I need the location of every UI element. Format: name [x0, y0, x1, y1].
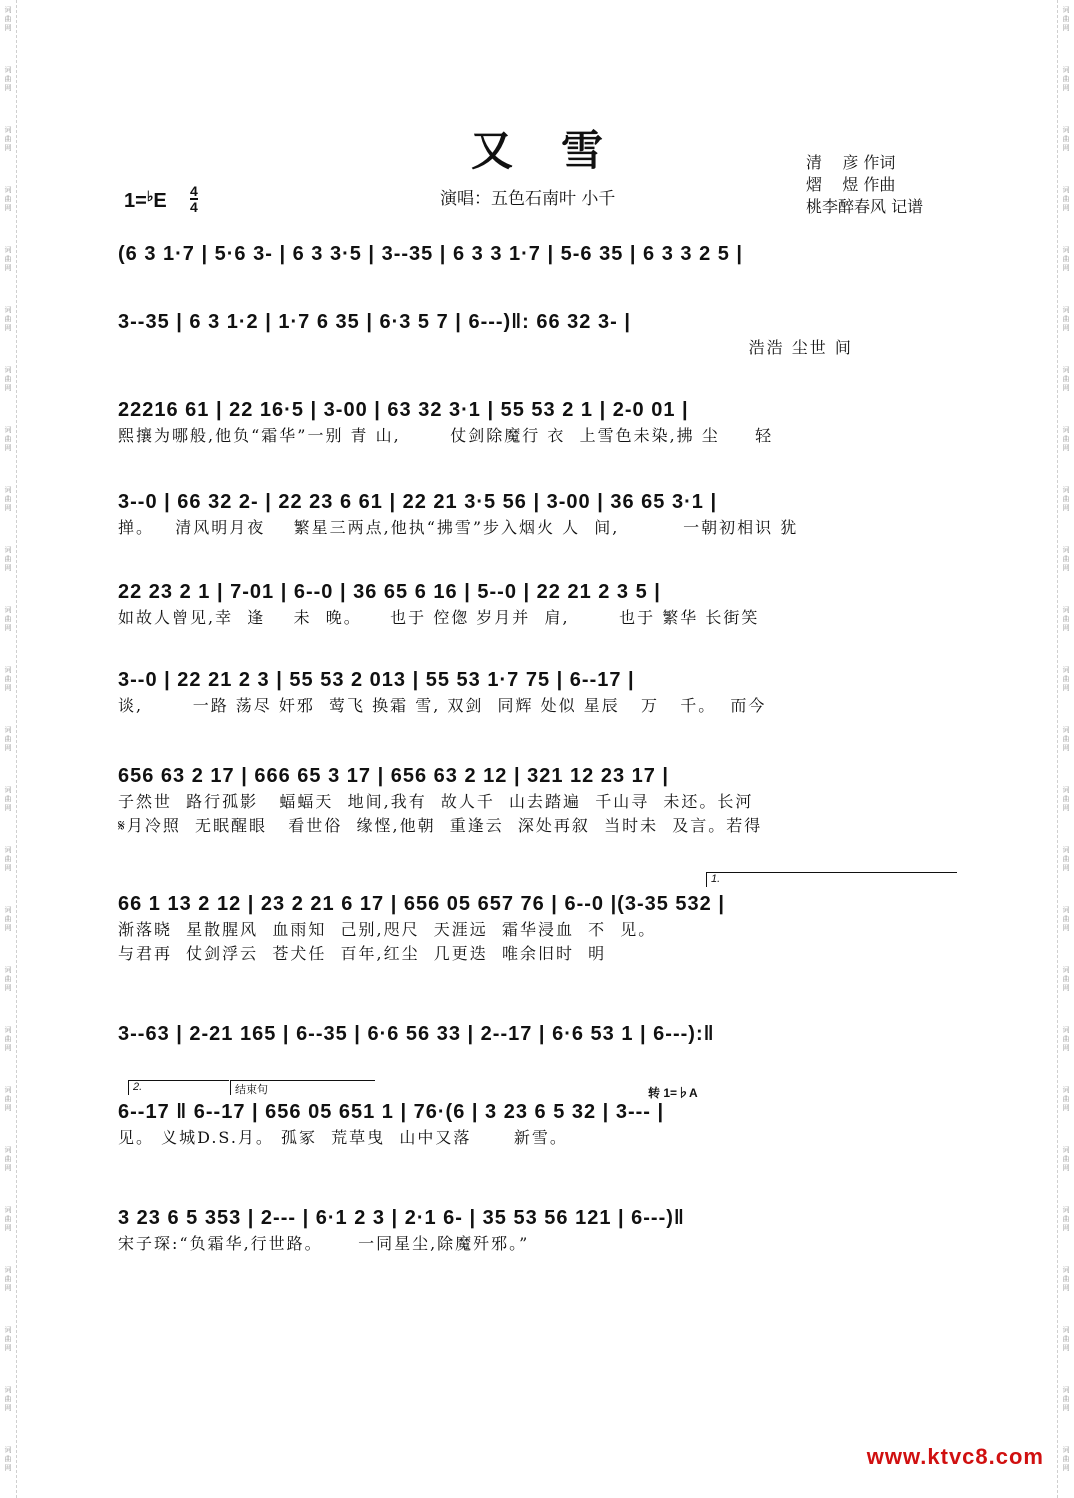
left-margin-strip — [0, 0, 17, 1498]
margin-watermark: 词曲网 — [1062, 246, 1070, 272]
margin-watermark: 词曲网 — [1062, 666, 1070, 692]
margin-watermark: 词曲网 — [1062, 186, 1070, 212]
transcriber-credit: 桃李醉春风 记谱 — [806, 197, 924, 216]
note-line: 66 1 13 2 12 | 23 2 21 6 17 | 656 05 657 76 | 6--0 |(3-35 532 | — [118, 893, 725, 915]
margin-watermark: 词曲网 — [4, 6, 12, 32]
margin-watermark: 词曲网 — [1062, 546, 1070, 572]
score-system — [118, 666, 954, 718]
lyric-line: 渐落晓 星散腥风 血雨知 己别,咫尺 天涯远 霜华浸血 不 见。 — [118, 920, 657, 939]
margin-watermark: 词曲网 — [4, 66, 12, 92]
margin-watermark: 词曲网 — [4, 906, 12, 932]
note-line: (6 3 1·7 | 5·6 3- | 6 3 3·5 | 3--35 | 6 3 3 1·7 | 5-6 35 | 6 3 3 2 5 | — [118, 243, 744, 265]
margin-watermark: 词曲网 — [4, 666, 12, 692]
lyricist-credit: 清 彦 作词 — [806, 153, 896, 172]
note-line: 3 23 6 5 353 | 2--- | 6·1 2 3 | 2·1 6- | 35 53 56 121 | 6---)‖ — [118, 1207, 685, 1229]
margin-watermark: 词曲网 — [4, 1386, 12, 1412]
margin-watermark: 词曲网 — [4, 966, 12, 992]
note-line: 3--0 | 22 21 2 3 | 55 53 2 013 | 55 53 1·7 75 | 6--17 | — [118, 669, 635, 691]
key-note: E — [153, 190, 167, 212]
time-signature — [190, 184, 198, 214]
margin-watermark: 词曲网 — [4, 786, 12, 812]
flat-icon: ♭ — [146, 188, 154, 204]
margin-watermark: 词曲网 — [1062, 726, 1070, 752]
volta-first: 1. — [706, 872, 957, 887]
score-system — [118, 308, 954, 360]
note-line: 22216 61 | 22 16·5 | 3-00 | 63 32 3·1 | 55 53 2 1 | 2-0 01 | — [118, 399, 689, 421]
lyric-line: 子然世 路行孤影 蝠蝠天 地间,我有 故人千 山去踏遍 千山寻 未还。长河 — [118, 792, 754, 811]
margin-watermark: 词曲网 — [1062, 1086, 1070, 1112]
margin-watermark: 词曲网 — [1062, 1146, 1070, 1172]
margin-watermark: 词曲网 — [1062, 1266, 1070, 1292]
margin-watermark: 词曲网 — [1062, 6, 1070, 32]
margin-watermark: 词曲网 — [1062, 306, 1070, 332]
margin-watermark: 词曲网 — [4, 846, 12, 872]
margin-watermark: 词曲网 — [4, 1326, 12, 1352]
margin-watermark: 词曲网 — [1062, 126, 1070, 152]
margin-watermark: 词曲网 — [4, 486, 12, 512]
margin-watermark: 词曲网 — [4, 606, 12, 632]
modulation-label: 转 1=♭A — [648, 1086, 698, 1100]
margin-watermark: 词曲网 — [4, 1446, 12, 1472]
credits — [806, 152, 923, 218]
score-system — [118, 396, 954, 448]
volta-second: 2. — [128, 1080, 229, 1095]
score-system — [118, 890, 954, 966]
margin-watermark: 词曲网 — [1062, 366, 1070, 392]
margin-watermark: 词曲网 — [1062, 846, 1070, 872]
lyric-line: 熙攘为哪般,他负“霜华”一别 青 山, 仗剑除魔行 衣 上雪色未染,拂 尘 轻 — [118, 426, 774, 445]
lyric-line: 如故人曾见,幸 逢 未 晚。 也于 倥偬 岁月并 肩, 也于 繁华 长街笑 — [118, 608, 760, 627]
site-watermark: www.ktvc8.com — [866, 1444, 1044, 1469]
ending-label: 结束句 — [230, 1080, 375, 1095]
score-system — [118, 1020, 954, 1048]
margin-watermark: 词曲网 — [1062, 426, 1070, 452]
lyric-line: 与君再 仗剑浮云 苍犬任 百年,红尘 几更迭 唯余旧时 明 — [118, 944, 607, 963]
score-system — [118, 1098, 954, 1150]
note-line: 3--0 | 66 32 2- | 22 23 6 61 | 22 21 3·5 56 | 3-00 | 36 65 3·1 | — [118, 491, 718, 513]
margin-watermark: 词曲网 — [1062, 66, 1070, 92]
score-system — [118, 1204, 954, 1256]
lyric-line: 宋子琛:“负霜华,行世路。 一同星尘,除魔歼邪。” — [118, 1234, 530, 1253]
right-margin-strip — [1057, 0, 1074, 1498]
lyric-line: 𝄋月冷照 无眠醒眼 看世俗 缘悭,他朝 重逢云 深处再叙 当时未 及言。若得 — [118, 816, 763, 835]
margin-watermark: 词曲网 — [1062, 1326, 1070, 1352]
margin-watermark: 词曲网 — [1062, 1386, 1070, 1412]
margin-watermark: 词曲网 — [4, 186, 12, 212]
key-prefix: 1= — [124, 190, 147, 212]
score-system — [118, 762, 954, 838]
margin-watermark: 词曲网 — [4, 426, 12, 452]
lyric-line: 见。 义城D.S.月。 孤冢 荒草曳 山中又落 新雪。 — [118, 1128, 568, 1147]
composer-credit: 熠 煜 作曲 — [806, 175, 896, 194]
margin-watermark: 词曲网 — [4, 1146, 12, 1172]
margin-watermark: 词曲网 — [4, 1266, 12, 1292]
margin-watermark: 词曲网 — [4, 126, 12, 152]
margin-watermark: 词曲网 — [1062, 1206, 1070, 1232]
margin-watermark: 词曲网 — [1062, 486, 1070, 512]
singer-credit: 演唱：五色石南叶 小千 — [440, 189, 616, 209]
margin-watermark: 词曲网 — [1062, 786, 1070, 812]
margin-watermark: 词曲网 — [1062, 606, 1070, 632]
note-line: 3--63 | 2-21 165 | 6--35 | 6·6 56 33 | 2--17 | 6·6 53 1 | 6---):‖ — [118, 1023, 715, 1045]
margin-watermark: 词曲网 — [4, 306, 12, 332]
lyric-line: 掸。 清风明月夜 繁星三两点,他执“拂雪”步入烟火 人 间, 一朝初相识 犹 — [118, 518, 799, 537]
score-system — [118, 578, 954, 630]
margin-watermark: 词曲网 — [4, 1026, 12, 1052]
time-bottom: 4 — [190, 199, 198, 215]
margin-watermark: 词曲网 — [1062, 906, 1070, 932]
margin-watermark: 词曲网 — [4, 1206, 12, 1232]
margin-watermark: 词曲网 — [4, 246, 12, 272]
margin-watermark: 词曲网 — [1062, 1446, 1070, 1472]
margin-watermark: 词曲网 — [4, 1086, 12, 1112]
lyric-line: 谈, 一路 荡尽 奸邪 莺飞 换霜 雪, 双剑 同辉 处似 星辰 万 千。 而今 — [118, 696, 767, 715]
margin-watermark: 词曲网 — [4, 366, 12, 392]
note-line: 656 63 2 17 | 666 65 3 17 | 656 63 2 12 | 321 12 23 17 | — [118, 765, 670, 787]
song-title: 又雪 — [470, 126, 651, 175]
score-system — [118, 488, 954, 540]
margin-watermark: 词曲网 — [4, 726, 12, 752]
margin-watermark: 词曲网 — [1062, 1026, 1070, 1052]
margin-watermark: 词曲网 — [1062, 966, 1070, 992]
lyric-line: 浩浩 尘世 间 — [118, 338, 853, 357]
score-system — [118, 240, 954, 268]
note-line: 22 23 2 1 | 7-01 | 6--0 | 36 65 6 16 | 5--0 | 22 21 2 3 5 | — [118, 581, 661, 603]
margin-watermark: 词曲网 — [4, 546, 12, 572]
key-signature — [124, 188, 167, 213]
time-top: 4 — [190, 183, 198, 199]
note-line: 6--17 ‖ 6--17 | 656 05 651 1 | 76·(6 | 3 23 6 5 32 | 3--- | — [118, 1101, 665, 1123]
note-line: 3--35 | 6 3 1·2 | 1·7 6 35 | 6·3 5 7 | 6---)‖: 66 32 3- | — [118, 311, 631, 333]
